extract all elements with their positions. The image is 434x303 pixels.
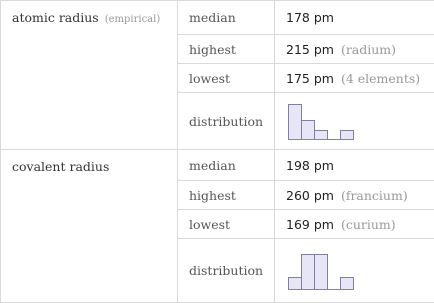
table-row bbox=[1, 150, 434, 181]
value-note: (radium) bbox=[341, 42, 396, 57]
value-text: 169 pm bbox=[286, 217, 334, 232]
value-note: (francium) bbox=[341, 188, 408, 203]
histogram-bar bbox=[341, 131, 354, 140]
distribution-histogram bbox=[286, 249, 366, 293]
property-qualifier: (empirical) bbox=[105, 14, 161, 25]
sub-label-lowest: lowest bbox=[178, 210, 275, 239]
value-highest bbox=[275, 35, 434, 64]
histogram-bar bbox=[289, 277, 302, 289]
value-text: 198 pm bbox=[286, 158, 334, 173]
histogram-bar bbox=[315, 131, 328, 140]
distribution-cell bbox=[275, 93, 434, 150]
value-median bbox=[275, 1, 434, 35]
histogram-bar bbox=[289, 105, 302, 140]
value-text: 260 pm bbox=[286, 188, 334, 203]
sub-label-distribution: distribution bbox=[178, 93, 275, 150]
sub-label-median: median bbox=[178, 1, 275, 35]
distribution-histogram bbox=[286, 99, 366, 143]
sub-label-lowest: lowest bbox=[178, 64, 275, 93]
histogram-bar bbox=[315, 254, 328, 289]
histogram-bar bbox=[302, 121, 315, 140]
value-text: 215 pm bbox=[286, 42, 334, 57]
value-text: 178 pm bbox=[286, 10, 334, 25]
sub-label-median: median bbox=[178, 150, 275, 181]
value-note: (curium) bbox=[341, 217, 396, 232]
property-label: covalent radius bbox=[12, 159, 109, 174]
sub-label-distribution: distribution bbox=[178, 239, 275, 303]
property-name-covalent-radius bbox=[1, 150, 178, 303]
value-text: 175 pm bbox=[286, 71, 334, 86]
table-row bbox=[1, 1, 434, 35]
property-name-atomic-radius bbox=[1, 1, 178, 150]
value-note: (4 elements) bbox=[341, 71, 420, 86]
histogram-bar bbox=[341, 277, 354, 289]
value-lowest bbox=[275, 210, 434, 239]
sub-label-highest: highest bbox=[178, 181, 275, 210]
value-median bbox=[275, 150, 434, 181]
histogram-bar bbox=[302, 254, 315, 289]
value-highest bbox=[275, 181, 434, 210]
property-label: atomic radius bbox=[12, 10, 99, 25]
sub-label-highest: highest bbox=[178, 35, 275, 64]
distribution-cell bbox=[275, 239, 434, 303]
value-lowest bbox=[275, 64, 434, 93]
